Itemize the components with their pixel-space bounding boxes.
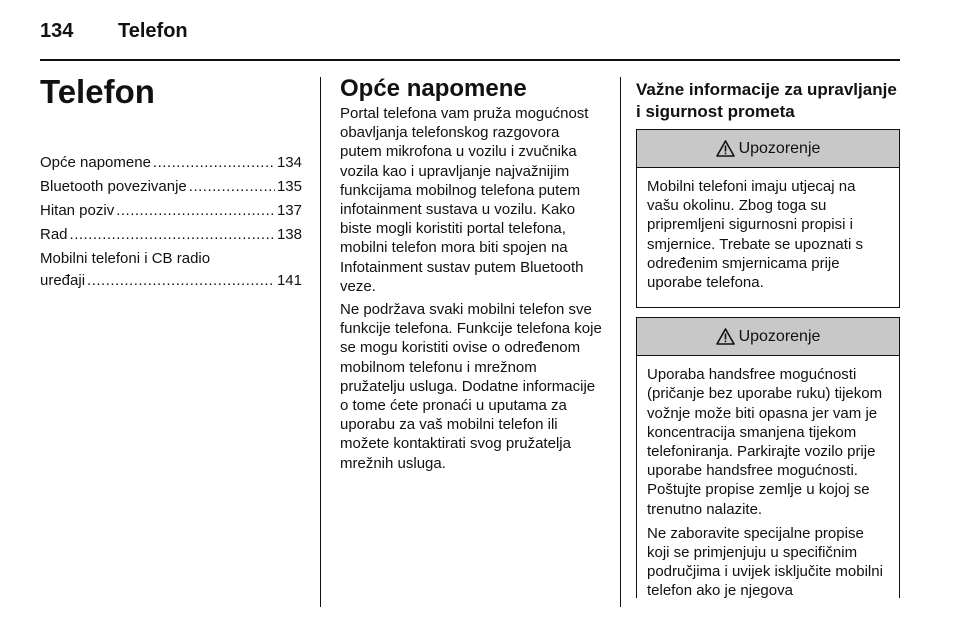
toc-leader-dots [153,151,275,175]
warning-triangle-icon [716,328,735,345]
toc-item-page: 137 [276,202,302,219]
column-divider-1 [320,77,321,607]
warning-text: Uporaba handsfree mogućnosti (pričanje bez uporabe ruku) tijekom vožnje može biti opasna jer vam je koncentracija smanjena tijekom telefoniranja. Parkirajte vozilo prije uporabe handsfree mogućnosti. Poštujte propise zemlje u kojoj se trenutno nalazite. [647,366,883,518]
toc-item-page: 134 [276,154,302,171]
page-number: 134 [40,20,74,42]
header-rule [40,59,900,61]
safety-column [636,72,900,607]
subsection-title: Važne informacije za upravljanje i sigurnost prometa [636,80,897,121]
toc-item-emergency-call[interactable] [40,199,302,223]
warning-text: Mobilni telefoni imaju utjecaj na vašu okolinu. Zbog toga su pripremljeni sigurnosni propisi i smjernice. Trebate se upoznati s određenim smjernicama prije uporabe telefona. [647,178,863,292]
toc-item-label-line2: uređaji [40,272,86,289]
toc-item-page: 138 [276,226,302,243]
toc-column [40,72,302,293]
warning-header [637,130,899,168]
toc-leader-dots [189,175,275,199]
warning-triangle-icon [716,140,735,157]
body-paragraph: Ne podržava svaki mobilni telefon sve funkcije telefona. Funkcije telefona koje se mogu koristiti ovise o određenom mobilnom telefonu i mrežnom pružatelju usluga. Dodatne informacije o tome ćete pronaći u uputama za uporabu za vaš mobilni telefon ili možete kontaktirati svog pružatelja mrežnih usluga. [340,301,602,472]
toc-leader-dots [87,269,275,293]
toc-item-page: 141 [276,272,302,289]
body-paragraph: Portal telefona vam pruža mogućnost obavljanja telefonskog razgovora putem mikrofona u vozilu i zvučnika vozila kao i upravljanje najvažnijim funkcijama mobilnog telefona putem infotainment sustava u vozilu. Kako biste mogli koristiti portal telefona, mobilni telefon mora biti spojen na Infotainment sustav putem Bluetooth veze. [340,105,589,295]
toc-item-page: 135 [276,178,302,195]
warning-body [637,168,899,307]
toc-item-label: Opće napomene [40,154,151,171]
chapter-title: Telefon [118,20,188,42]
warning-heading: Upozorenje [738,139,821,157]
toc-item-label-line1: Mobilni telefoni i CB radio [40,250,211,267]
toc-item-bluetooth[interactable] [40,175,302,199]
toc-title: Telefon [40,73,155,110]
general-notes-column [340,72,604,477]
warning-header [637,318,899,356]
toc-leader-dots [70,223,275,247]
toc-item-general[interactable] [40,151,302,175]
toc-item-operation[interactable] [40,223,302,247]
warning-heading: Upozorenje [738,327,821,345]
toc-item-label: Hitan poziv [40,202,115,219]
section-title: Opće napomene [340,75,527,102]
toc-item-label: Bluetooth povezivanje [40,178,187,195]
toc-list [40,151,302,293]
warning-body [637,356,899,598]
column-divider-2 [620,77,621,607]
warning-box [636,317,900,598]
warning-text: Ne zaboravite specijalne propise koji se primjenjuju u specifičnim područjima i uvijek isključite mobilni telefon ako je njegova [647,524,883,599]
toc-leader-dots [116,199,275,223]
warning-box [636,129,900,308]
toc-item-mobile-cb[interactable] [40,249,302,293]
toc-item-label: Rad [40,226,68,243]
